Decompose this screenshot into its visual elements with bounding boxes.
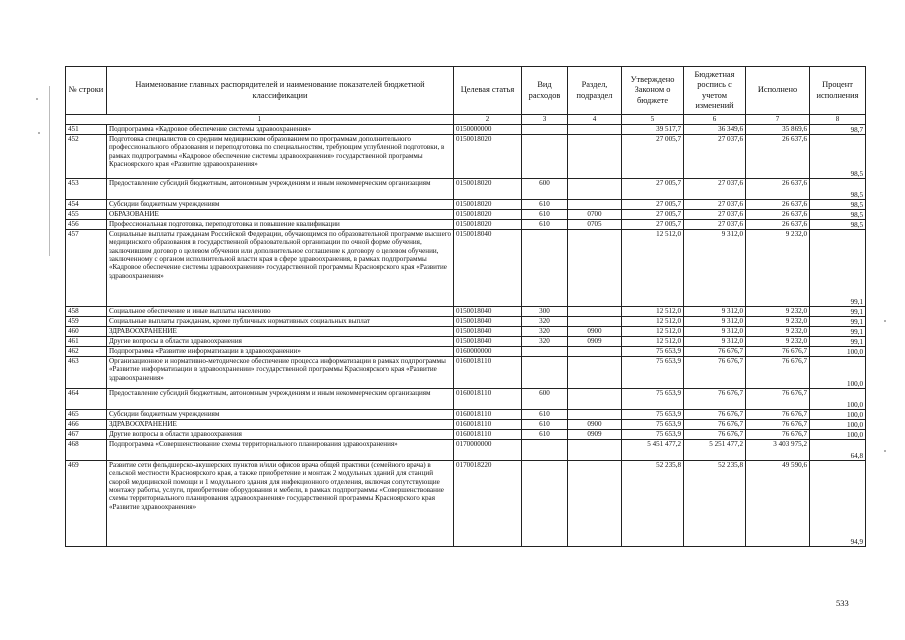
row-section [568,200,622,210]
row-percent: 100,0 [810,389,866,410]
column-number: 5 [622,115,684,125]
row-schedule: 27 037,6 [684,220,746,230]
header-exp-type: Вид расходов [522,67,568,115]
row-executed: 9 232,0 [746,230,810,307]
row-approved: 52 235,8 [622,461,684,547]
row-schedule: 76 676,7 [684,357,746,389]
table-row [66,307,866,317]
row-number: 465 [66,410,107,420]
row-number: 464 [66,389,107,410]
row-approved: 12 512,0 [622,230,684,307]
row-section [568,179,622,200]
header-name: Наименование главных распорядителей и наименование показателей бюджетной классификации [107,67,454,115]
row-section [568,135,622,179]
row-executed: 9 232,0 [746,327,810,337]
row-number: 451 [66,125,107,135]
row-expense-type: 610 [522,210,568,220]
table-row [66,327,866,337]
table-row [66,230,866,307]
row-target-article: 0150000000 [454,125,522,135]
row-approved: 12 512,0 [622,307,684,317]
row-executed: 76 676,7 [746,410,810,420]
row-approved: 12 512,0 [622,327,684,337]
row-executed: 76 676,7 [746,420,810,430]
row-section [568,440,622,461]
row-number: 468 [66,440,107,461]
row-schedule: 36 349,6 [684,125,746,135]
row-executed: 76 676,7 [746,347,810,357]
row-target-article: 0150018040 [454,307,522,317]
header-row [66,67,866,115]
row-section [568,357,622,389]
row-percent: 98,5 [810,135,866,179]
table-body [66,125,866,547]
row-schedule: 76 676,7 [684,430,746,440]
row-section: 0900 [568,420,622,430]
table-row [66,317,866,327]
row-expense-type [522,347,568,357]
row-percent: 100,0 [810,410,866,420]
table-row [66,357,866,389]
table-row [66,440,866,461]
row-approved: 27 005,7 [622,179,684,200]
row-name: Предоставление субсидий бюджетным, автономным учреждениям и иным некоммерческим организациям [107,179,454,200]
row-section [568,125,622,135]
row-schedule: 5 251 477,2 [684,440,746,461]
row-approved: 12 512,0 [622,337,684,347]
row-schedule: 27 037,6 [684,200,746,210]
row-target-article: 0160000000 [454,347,522,357]
row-executed: 26 637,6 [746,200,810,210]
row-executed: 76 676,7 [746,357,810,389]
row-name: Субсидии бюджетным учреждениям [107,410,454,420]
table-row [66,420,866,430]
page-number: 533 [836,598,849,608]
row-approved: 75 653,9 [622,347,684,357]
row-name: Развитие сети фельдшерско-акушерских пунктов и/или офисов врача общей практики (семейного врача) в сельской местности Красноярского края, а также приобретение и монтаж 2 модульных зданий для станций скорой медицинской помощи и 1 модульного здания для инфекционного отделения, включая сопутствующие монтажу работы, услуги, приобретение оборудования и мебели, в рамках подпрограммы «Совершенствование схемы территориального планирования здравоохранения» государственной программы Красноярского края «Развитие здравоохранения» [107,461,454,547]
row-section: 0705 [568,220,622,230]
row-approved: 75 653,9 [622,430,684,440]
header-target: Целевая статья [454,67,522,115]
row-number: 469 [66,461,107,547]
row-percent: 99,1 [810,327,866,337]
row-name: Социальное обеспечение и иные выплаты населению [107,307,454,317]
row-percent: 100,0 [810,420,866,430]
row-target-article: 0150018040 [454,327,522,337]
row-expense-type: 610 [522,430,568,440]
column-number: 2 [454,115,522,125]
scan-speck [884,320,886,322]
row-number: 457 [66,230,107,307]
row-number: 460 [66,327,107,337]
table-row [66,410,866,420]
column-number: 3 [522,115,568,125]
row-percent: 64,8 [810,440,866,461]
row-target-article: 0150018040 [454,317,522,327]
row-executed: 76 676,7 [746,430,810,440]
row-expense-type: 320 [522,327,568,337]
row-schedule: 76 676,7 [684,420,746,430]
row-target-article: 0160018110 [454,420,522,430]
table-row [66,337,866,347]
row-approved: 12 512,0 [622,317,684,327]
row-schedule: 52 235,8 [684,461,746,547]
row-approved: 39 517,7 [622,125,684,135]
row-name: Организационное и нормативно-методическое обеспечение процесса информатизации в рамках подпрограммы «Развитие информатизации в здравоохранении» государственной программы Красноярского края «Развитие здравоохранения» [107,357,454,389]
row-approved: 5 451 477,2 [622,440,684,461]
row-target-article: 0170018220 [454,461,522,547]
header-row-no: № строки [66,67,107,115]
row-section: 0700 [568,210,622,220]
table-row [66,347,866,357]
row-executed: 9 232,0 [746,337,810,347]
row-percent: 98,5 [810,200,866,210]
row-executed: 26 637,6 [746,220,810,230]
row-percent: 99,1 [810,317,866,327]
row-approved: 27 005,7 [622,210,684,220]
row-expense-type [522,230,568,307]
row-number: 461 [66,337,107,347]
table-row [66,200,866,210]
row-name: Социальные выплаты гражданам Российской Федерации, обучающимся по образовательной программе высшего медицинского образования в государственной образовательной организации по очной форме обучения, заключившим договор о целевом обучении или дополнительное соглашение к договору о целевом обучении, заключенному с органом исполнительной власти края в сфере здравоохранения, в рамках подпрограммы «Кадровое обеспечение системы здравоохранения» государственной программы Красноярского края «Развитие здравоохранения» [107,230,454,307]
table-row [66,389,866,410]
row-section [568,461,622,547]
row-approved: 27 005,7 [622,220,684,230]
row-number: 467 [66,430,107,440]
row-approved: 75 653,9 [622,410,684,420]
row-name: ЗДРАВООХРАНЕНИЕ [107,327,454,337]
row-name: Другие вопросы в области здравоохранения [107,337,454,347]
scan-margin-line [49,86,50,256]
row-target-article: 0160018110 [454,389,522,410]
row-target-article: 0150018020 [454,135,522,179]
row-section [568,317,622,327]
row-percent: 99,1 [810,307,866,317]
row-schedule: 27 037,6 [684,135,746,179]
row-executed: 3 403 975,2 [746,440,810,461]
row-schedule: 27 037,6 [684,179,746,200]
row-target-article: 0150018020 [454,210,522,220]
row-name: Подготовка специалистов со средним медицинским образованием по программам дополнительного профессионального образования и переподготовка по специальностям, требующим углубленной подготовки, в рамках подпрограммы «Кадровое обеспечение системы здравоохранения» государственной программы Красноярского края «Развитие здравоохранения» [107,135,454,179]
row-percent: 100,0 [810,347,866,357]
row-name: Подпрограмма «Совершенствование схемы территориального планирования здравоохранения» [107,440,454,461]
column-number-row [66,115,866,125]
row-target-article: 0150018020 [454,200,522,210]
row-number: 462 [66,347,107,357]
table-row [66,220,866,230]
row-section: 0900 [568,327,622,337]
column-number: 7 [746,115,810,125]
header-executed: Исполнено [746,67,810,115]
row-percent: 100,0 [810,430,866,440]
row-name: Подпрограмма «Развитие информатизации в здравоохранении» [107,347,454,357]
header-percent: Процент исполнения [810,67,866,115]
table-row [66,210,866,220]
table-row [66,135,866,179]
row-number: 453 [66,179,107,200]
row-percent: 94,9 [810,461,866,547]
row-executed: 76 676,7 [746,389,810,410]
column-number: 8 [810,115,866,125]
row-approved: 75 653,9 [622,420,684,430]
row-name: Субсидии бюджетным учреждениям [107,200,454,210]
row-schedule: 76 676,7 [684,410,746,420]
row-number: 455 [66,210,107,220]
scan-speck [36,98,38,100]
row-expense-type [522,135,568,179]
row-schedule: 9 312,0 [684,307,746,317]
row-percent: 98,5 [810,179,866,200]
row-name: Подпрограмма «Кадровое обеспечение системы здравоохранения» [107,125,454,135]
header-approved: Утверждено Законом о бюджете [622,67,684,115]
row-name: Профессиональная подготовка, переподготовка и повышение квалификации [107,220,454,230]
row-section [568,230,622,307]
row-name: Предоставление субсидий бюджетным, автономным учреждениям и иным некоммерческим организациям [107,389,454,410]
row-executed: 26 637,6 [746,210,810,220]
row-schedule: 9 312,0 [684,327,746,337]
row-section [568,410,622,420]
row-approved: 27 005,7 [622,135,684,179]
table-row [66,461,866,547]
row-expense-type [522,440,568,461]
row-percent: 100,0 [810,357,866,389]
row-target-article: 0160018110 [454,357,522,389]
column-number: 6 [684,115,746,125]
row-name: ЗДРАВООХРАНЕНИЕ [107,420,454,430]
scan-speck [38,132,40,134]
row-target-article: 0150018020 [454,220,522,230]
row-target-article: 0160018110 [454,430,522,440]
row-number: 466 [66,420,107,430]
row-expense-type [522,357,568,389]
row-expense-type: 610 [522,220,568,230]
row-number: 463 [66,357,107,389]
table-row [66,125,866,135]
row-section: 0909 [568,337,622,347]
scan-speck [884,450,886,452]
column-number: 4 [568,115,622,125]
header-section: Раздел, подраздел [568,67,622,115]
row-schedule: 9 312,0 [684,317,746,327]
column-number: 1 [66,115,454,125]
row-number: 456 [66,220,107,230]
row-approved: 75 653,9 [622,357,684,389]
row-target-article: 0160018110 [454,410,522,420]
row-expense-type: 610 [522,420,568,430]
row-name: Социальные выплаты гражданам, кроме публичных нормативных социальных выплат [107,317,454,327]
row-section: 0909 [568,430,622,440]
row-percent: 99,1 [810,230,866,307]
row-expense-type: 610 [522,200,568,210]
row-executed: 26 637,6 [746,135,810,179]
row-expense-type: 600 [522,179,568,200]
row-target-article: 0150018040 [454,337,522,347]
row-approved: 27 005,7 [622,200,684,210]
row-number: 452 [66,135,107,179]
table-row [66,179,866,200]
row-target-article: 0150018020 [454,179,522,200]
row-section [568,347,622,357]
row-number: 459 [66,317,107,327]
row-schedule: 27 037,6 [684,210,746,220]
row-section [568,307,622,317]
row-schedule: 9 312,0 [684,337,746,347]
row-expense-type: 300 [522,307,568,317]
row-expense-type [522,461,568,547]
row-number: 458 [66,307,107,317]
row-schedule: 76 676,7 [684,389,746,410]
row-target-article: 0150018040 [454,230,522,307]
row-percent: 99,1 [810,337,866,347]
row-expense-type: 320 [522,337,568,347]
row-schedule: 76 676,7 [684,347,746,357]
row-target-article: 0170000000 [454,440,522,461]
row-number: 454 [66,200,107,210]
row-expense-type [522,125,568,135]
table-row [66,430,866,440]
row-executed: 9 232,0 [746,307,810,317]
row-percent: 98,5 [810,210,866,220]
row-executed: 9 232,0 [746,317,810,327]
row-name: ОБРАЗОВАНИЕ [107,210,454,220]
row-expense-type: 320 [522,317,568,327]
row-executed: 49 590,6 [746,461,810,547]
row-expense-type: 600 [522,389,568,410]
header-schedule: Бюджетная роспись с учетом изменений [684,67,746,115]
row-percent: 98,5 [810,220,866,230]
row-section [568,389,622,410]
row-executed: 26 637,6 [746,179,810,200]
row-schedule: 9 312,0 [684,230,746,307]
row-approved: 75 653,9 [622,389,684,410]
row-executed: 35 869,6 [746,125,810,135]
row-percent: 98,7 [810,125,866,135]
budget-execution-table [65,66,866,547]
row-name: Другие вопросы в области здравоохранения [107,430,454,440]
row-expense-type: 610 [522,410,568,420]
